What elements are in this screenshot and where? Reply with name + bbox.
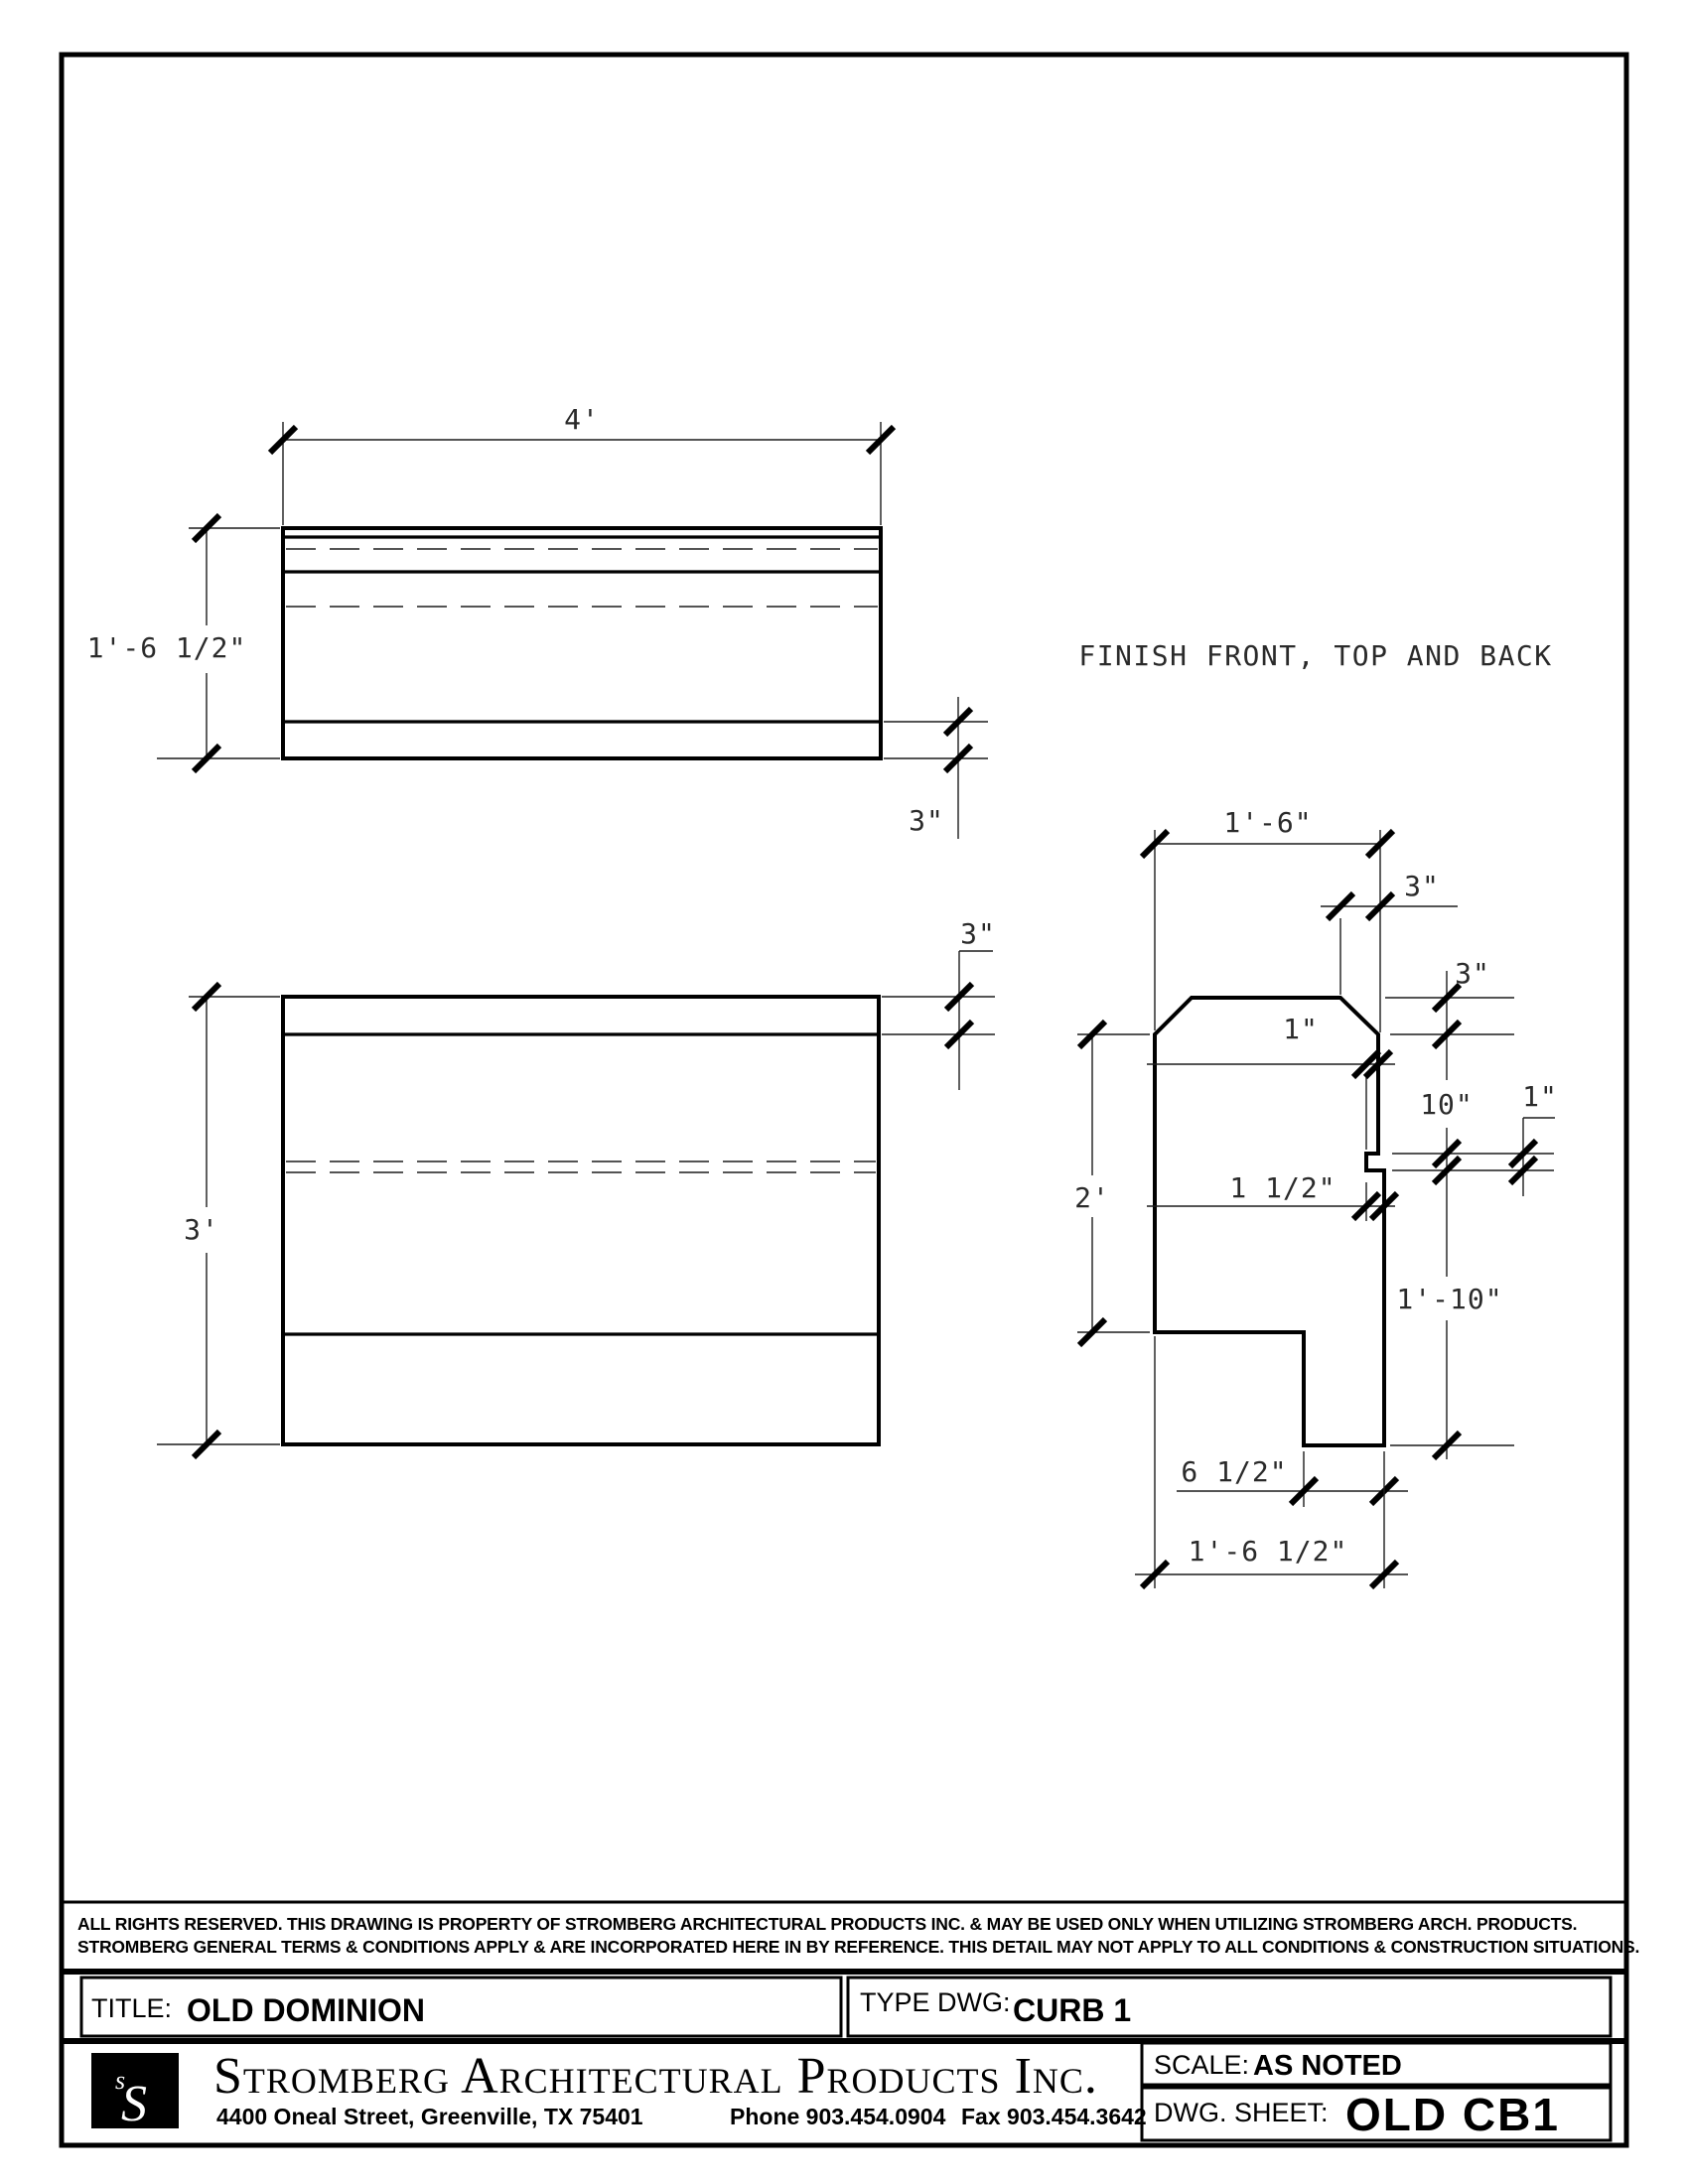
company-phone: Phone 903.454.0904 xyxy=(730,2104,946,2129)
scale-label: SCALE: xyxy=(1154,2050,1250,2080)
dim-section-step xyxy=(1147,1171,1397,1221)
dim-section-lower-face xyxy=(1390,1158,1514,1459)
title-value: OLD DOMINION xyxy=(187,1992,425,2028)
dim-front-width xyxy=(270,403,894,525)
logo-glyph-small: s xyxy=(115,2066,126,2095)
dwg-sheet-value: OLD CB1 xyxy=(1345,2089,1560,2140)
sheet-border xyxy=(62,55,1626,2145)
dim-label-section-notch-depth: 1" xyxy=(1283,1013,1319,1045)
company-address: 4400 Oneal Street, Greenville, TX 75401 xyxy=(216,2104,643,2129)
dim-label-section-total-width: 1'-6 1/2" xyxy=(1188,1535,1348,1568)
front-view-outline xyxy=(283,528,881,758)
dim-label-front-width: 4' xyxy=(564,403,600,436)
front-view xyxy=(283,528,881,758)
dim-label-section-chamfer-height: 3" xyxy=(1455,957,1490,990)
legal-text-line2: STROMBERG GENERAL TERMS & CONDITIONS APPLY & ARE INCORPORATED HERE IN BY REFERENCE. THIS DETAIL MAY NOT APPLY TO ALL CONDITIONS & CONSTRUCTION SITUATIONS. xyxy=(77,1937,1640,1957)
dim-section-front-height xyxy=(1074,1022,1150,1345)
scale-value: AS NOTED xyxy=(1253,2050,1402,2082)
dim-label-front-base: 3" xyxy=(909,804,944,837)
dim-front-height xyxy=(87,515,280,771)
dwg-sheet-label: DWG. SHEET: xyxy=(1154,2098,1329,2127)
dim-label-section-front-height: 2' xyxy=(1074,1181,1110,1214)
plan-view xyxy=(283,997,879,1444)
dim-section-notch-depth xyxy=(1147,1013,1395,1150)
type-dwg-value: CURB 1 xyxy=(1013,1992,1132,2028)
dim-label-front-height: 1'-6 1/2" xyxy=(86,631,247,664)
dim-plan-top-band xyxy=(882,917,996,1090)
dim-label-section-notch-height: 1" xyxy=(1522,1080,1558,1113)
legal-text-line1: ALL RIGHTS RESERVED. THIS DRAWING IS PROPERTY OF STROMBERG ARCHITECTURAL PRODUCTS INC. & MAY BE USED ONLY WHEN UTILIZING STROMBERG ARCH. PRODUCTS. xyxy=(77,1914,1578,1934)
dim-front-base xyxy=(884,697,988,839)
dim-section-foot-width xyxy=(1177,1451,1408,1507)
dim-section-chamfer-width xyxy=(1321,870,1458,995)
dim-plan-depth xyxy=(157,984,280,1457)
dim-label-section-chamfer-width: 3" xyxy=(1404,870,1440,902)
dim-section-notch-height xyxy=(1392,1080,1558,1196)
dim-label-section-foot-width: 6 1/2" xyxy=(1181,1455,1288,1488)
dim-section-chamfer-height xyxy=(1385,957,1514,1080)
dim-label-section-step: 1 1/2" xyxy=(1229,1171,1336,1204)
dim-label-section-top-width: 1'-6" xyxy=(1223,806,1313,839)
dim-label-section-lower-face: 1'-10" xyxy=(1396,1283,1503,1315)
dim-label-section-upper-face: 10" xyxy=(1420,1088,1474,1121)
company-fax: Fax 903.454.3642 xyxy=(961,2104,1147,2129)
finish-note: FINISH FRONT, TOP AND BACK xyxy=(1078,639,1553,672)
dim-label-plan-top-band: 3" xyxy=(960,917,996,950)
plan-view-outline xyxy=(283,997,879,1444)
dim-label-plan-depth: 3' xyxy=(184,1213,219,1246)
company-name: Stromberg Architectural Products Inc. xyxy=(213,2048,1098,2105)
company-logo xyxy=(91,2053,179,2132)
type-dwg-label: TYPE DWG: xyxy=(860,1987,1011,2017)
title-block xyxy=(62,1902,1639,2140)
title-label: TITLE: xyxy=(91,1993,173,2023)
logo-glyph: S xyxy=(121,2076,147,2132)
